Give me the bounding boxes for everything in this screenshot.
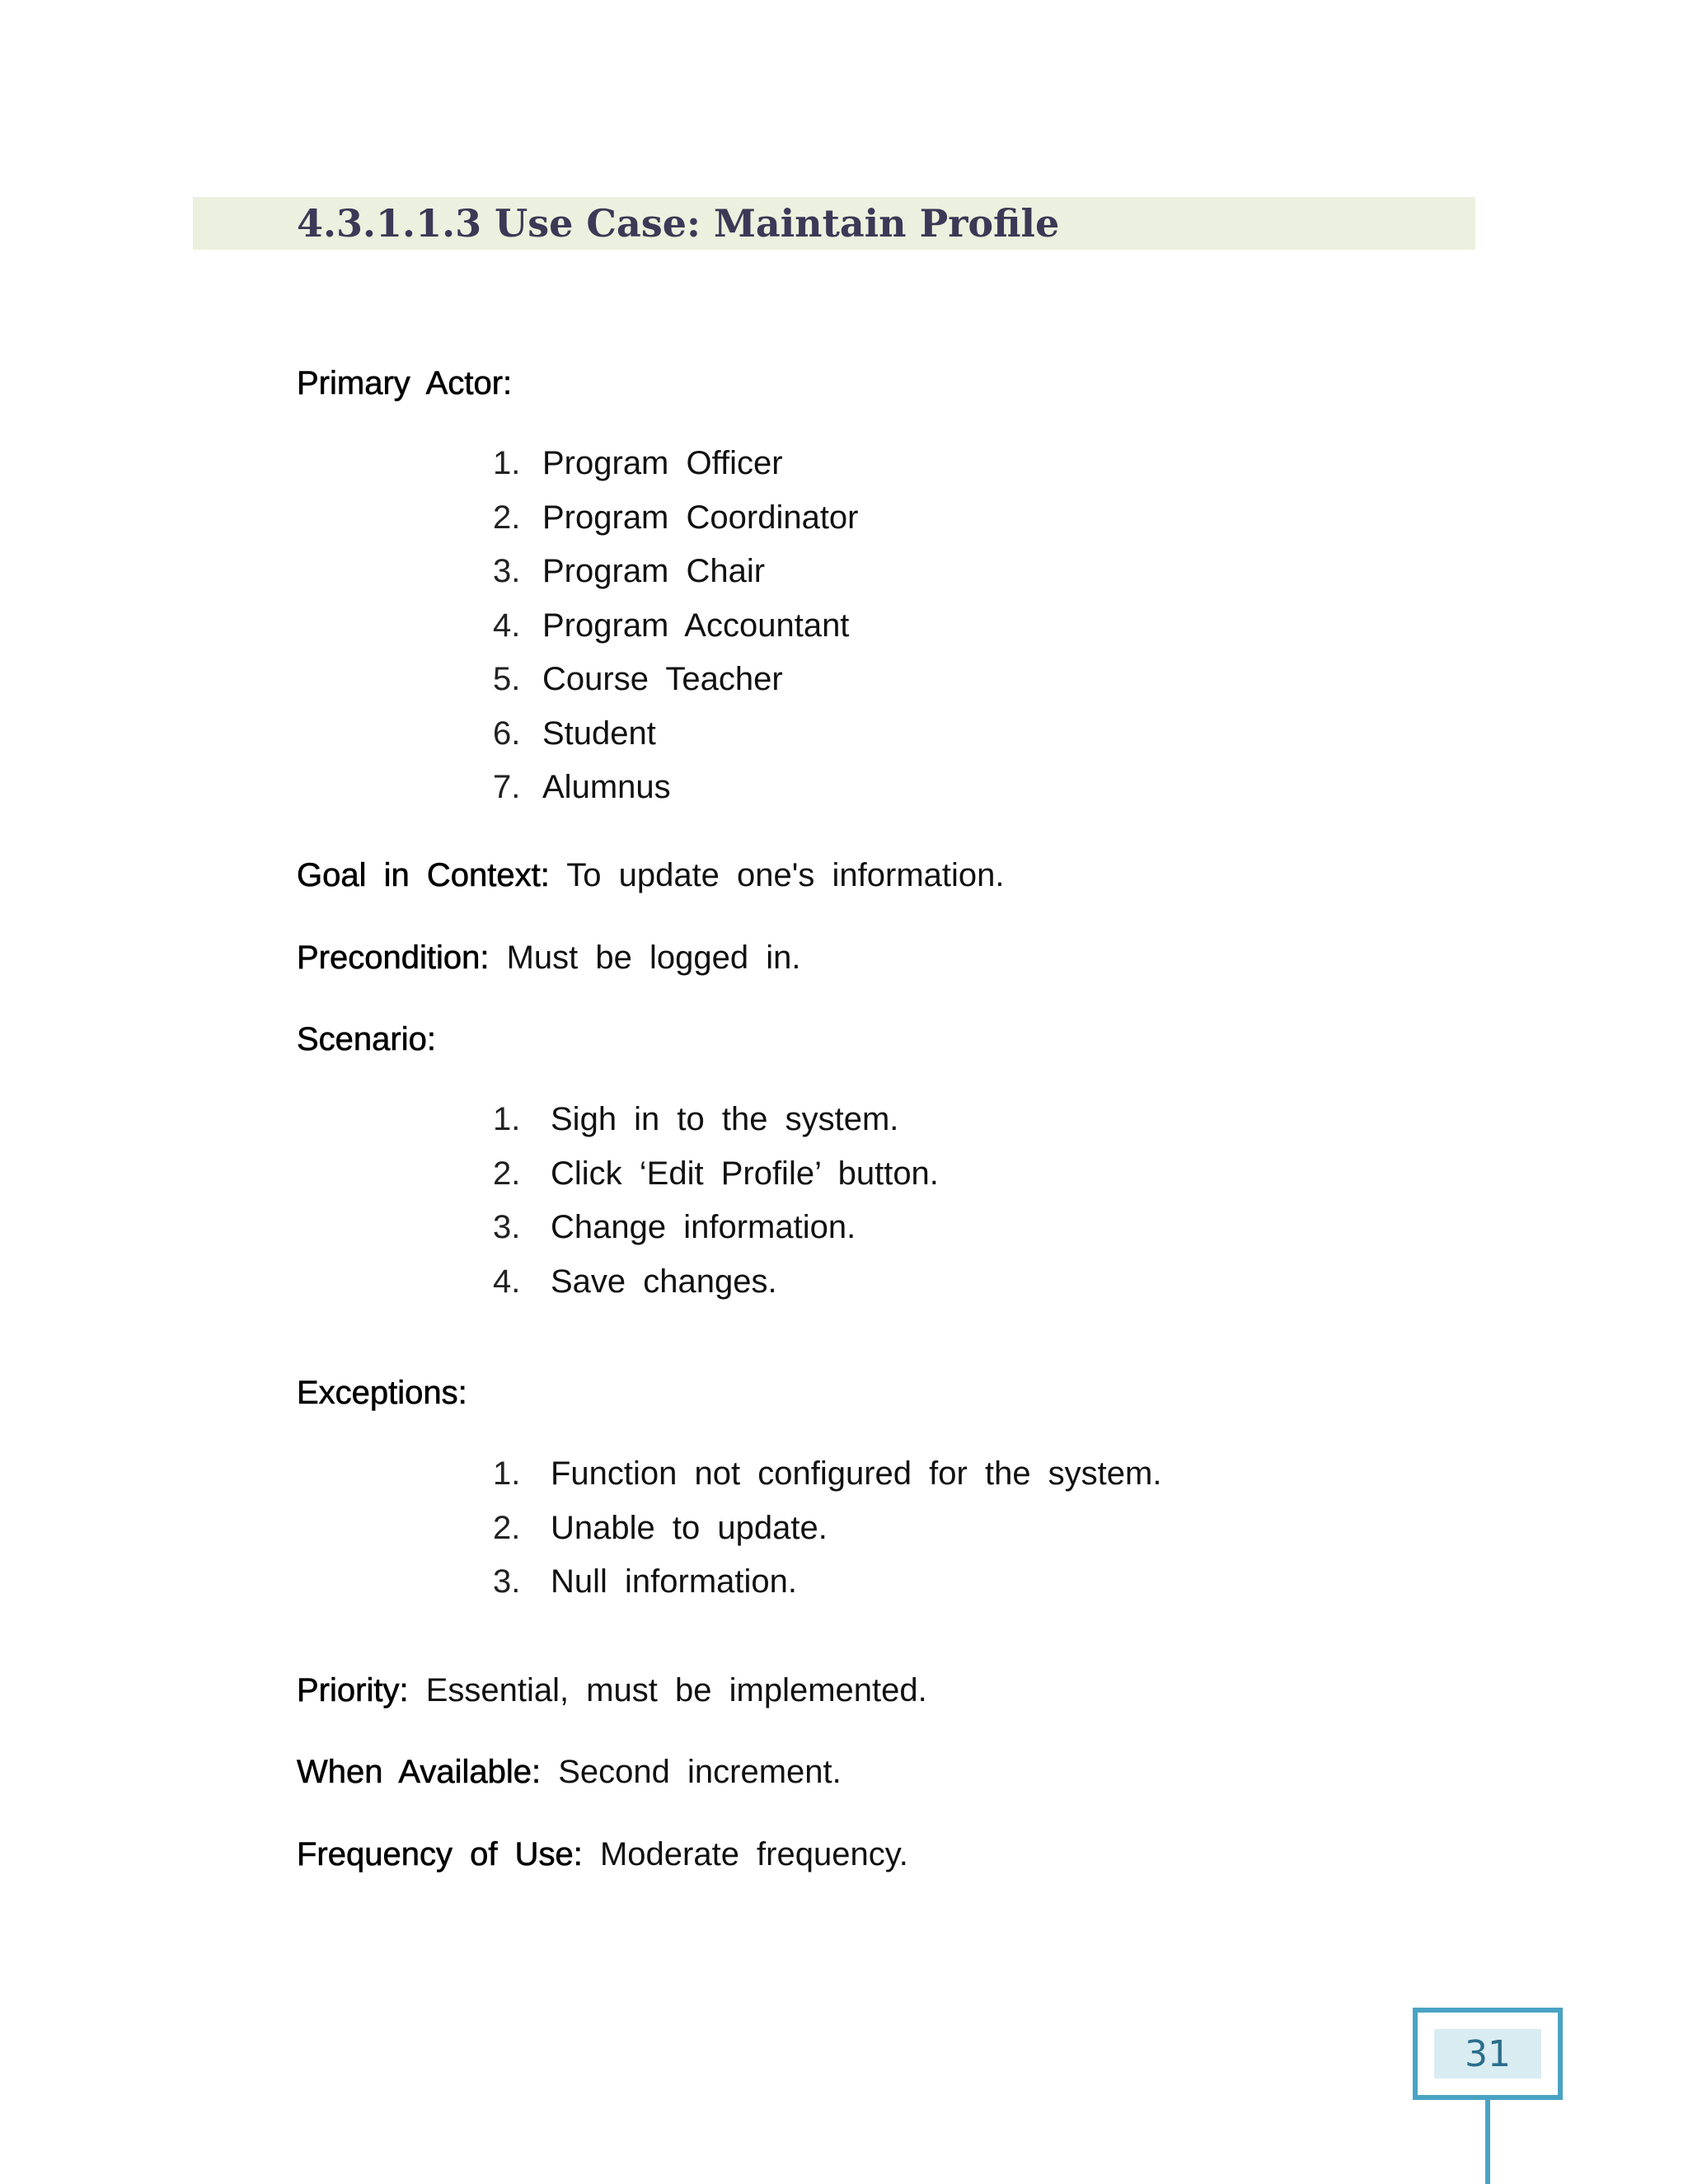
scenario-line <box>297 1016 436 1062</box>
list-text: Null information. <box>551 1563 798 1600</box>
list-text: Program Accountant <box>542 607 850 644</box>
list-item <box>493 1558 1161 1613</box>
list-item <box>493 656 859 710</box>
list-item <box>493 1096 939 1151</box>
priority-label: Priority: <box>297 1672 409 1708</box>
when-available-value: Second increment. <box>558 1754 842 1790</box>
list-number: 1. <box>493 1455 521 1492</box>
when-available-line <box>297 1749 842 1795</box>
primary-actor-list <box>493 440 859 818</box>
precondition-value: Must be logged in. <box>506 940 801 976</box>
precondition-line <box>297 935 800 981</box>
primary-actor-label: Primary Actor: <box>297 365 513 401</box>
primary-actor-line <box>297 360 512 406</box>
list-number: 3. <box>493 1563 521 1600</box>
page-number-stem <box>1485 2100 1490 2184</box>
frequency-value: Moderate frequency. <box>599 1836 908 1872</box>
list-item <box>493 1505 1161 1559</box>
list-number: 2. <box>493 499 521 536</box>
list-number: 5. <box>493 661 521 697</box>
scenario-label: Scenario: <box>297 1021 436 1057</box>
priority-line <box>297 1667 927 1713</box>
list-item <box>493 602 859 657</box>
list-text: Program Coordinator <box>542 499 859 536</box>
list-item <box>493 548 859 602</box>
frequency-label: Frequency of Use: <box>297 1836 583 1872</box>
list-number: 1. <box>493 1101 521 1137</box>
list-item <box>493 494 859 549</box>
list-number: 3. <box>493 553 521 589</box>
list-number: 4. <box>493 1263 521 1300</box>
page-number-box <box>1413 2008 1563 2100</box>
list-text: Click ‘Edit Profile’ button. <box>551 1155 939 1192</box>
list-text: Alumnus <box>542 769 671 805</box>
list-item <box>493 1204 939 1258</box>
exceptions-list <box>493 1451 1161 1613</box>
list-text: Student <box>542 715 656 752</box>
exceptions-line <box>297 1370 467 1416</box>
list-number: 4. <box>493 607 521 644</box>
exceptions-label: Exceptions: <box>297 1375 467 1411</box>
list-text: Sigh in to the system. <box>551 1101 899 1137</box>
list-text: Function not configured for the system. <box>551 1455 1162 1492</box>
list-item <box>493 1451 1161 1505</box>
list-text: Program Chair <box>542 553 766 589</box>
list-text: Save changes. <box>551 1263 777 1300</box>
precondition-label: Precondition: <box>297 940 490 976</box>
list-item <box>493 1258 939 1313</box>
list-number: 6. <box>493 715 521 752</box>
priority-value: Essential, must be implemented. <box>425 1672 927 1708</box>
list-text: Change information. <box>551 1209 856 1245</box>
scenario-list <box>493 1096 939 1312</box>
list-number: 2. <box>493 1155 521 1192</box>
list-item <box>493 710 859 765</box>
list-text: Course Teacher <box>542 661 783 697</box>
list-number: 2. <box>493 1509 521 1546</box>
when-available-label: When Available: <box>297 1754 542 1790</box>
list-text: Program Officer <box>542 445 783 481</box>
page-number: 31 <box>1434 2029 1541 2079</box>
goal-line <box>297 852 1005 898</box>
frequency-line <box>297 1831 908 1877</box>
list-text: Unable to update. <box>551 1509 828 1546</box>
list-item <box>493 440 859 494</box>
section-heading: 4.3.1.1.3 Use Case: Maintain Profile <box>297 201 1060 246</box>
list-item <box>493 764 859 818</box>
list-number: 7. <box>493 769 521 805</box>
goal-label: Goal in Context: <box>297 857 550 893</box>
goal-value: To update one's information. <box>566 857 1005 893</box>
list-number: 3. <box>493 1209 521 1245</box>
list-number: 1. <box>493 445 521 481</box>
list-item <box>493 1151 939 1205</box>
